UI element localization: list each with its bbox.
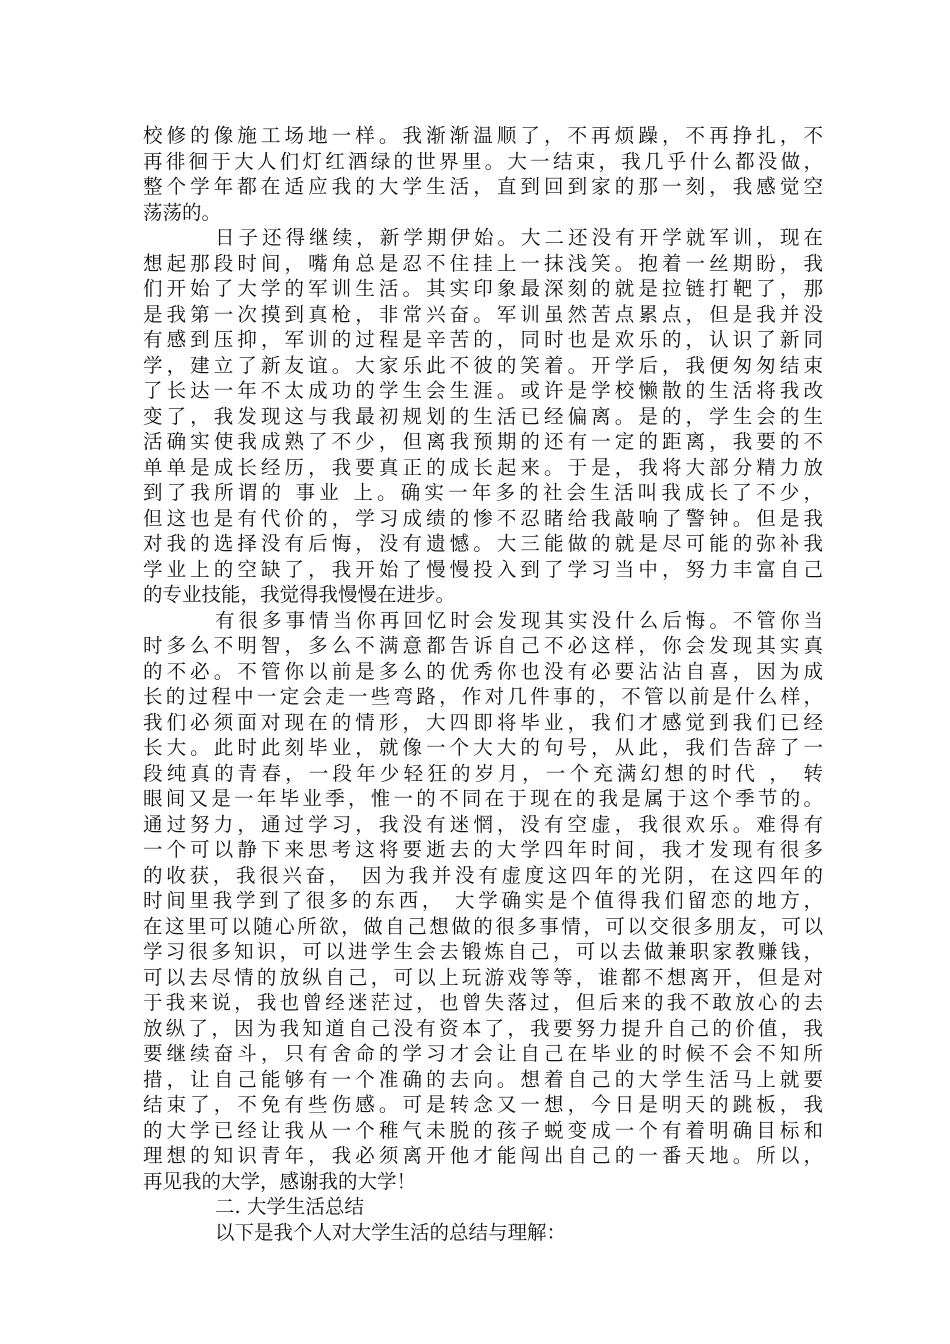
text-line: 变了，我发现这与我最初规划的生活已经偏离。是的，学生会的生 — [143, 404, 823, 428]
text-line: 放纵了，因为我知道自己没有资本了，我要努力提升自己的价值，我 — [143, 1016, 823, 1040]
text-line: 长大。此时此刻毕业，就像一个大大的句号，从此，我们告辞了一 — [143, 736, 823, 759]
paragraph — [143, 225, 823, 608]
text-line: 可以去尽情的放纵自己，可以上玩游戏等等，谁都不想离开，但是对 — [143, 965, 823, 989]
text-line: 整个学年都在适应我的大学生活，直到回到家的那一刻，我感觉空 — [143, 175, 823, 198]
text-line: 日子还得继续，新学期伊始。大二还没有开学就军训，现在 — [215, 226, 823, 249]
text-line: 一个可以静下来思考这将要逝去的大学四年时间，我才发现有很多 — [143, 838, 823, 861]
text-line: 要继续奋斗，只有舍命的学习才会让自己在毕业的时候不会不知所 — [143, 1042, 823, 1065]
text-line: 再徘徊于大人们灯红酒绿的世界里。大一结束，我几乎什么都没做， — [143, 149, 823, 173]
text-line: 校修的像施工场地一样。我渐渐温顺了，不再烦躁，不再挣扎，不 — [143, 124, 823, 147]
text-line: 学业上的空缺了，我开始了慢慢投入到了学习当中，努力丰富自己 — [143, 557, 823, 581]
section-heading — [143, 1194, 823, 1220]
text-line: 于我来说，我也曾经迷茫过，也曾失落过，但后来的我不敢放心的去 — [143, 991, 823, 1014]
text-line: 时间里我学到了很多的东西， 大学确实是个值得我们留恋的地方， — [143, 889, 823, 912]
text-line: 有感到压抑，军训的过程是辛苦的，同时也是欢乐的，认识了新同 — [143, 328, 823, 351]
text-line: 有很多事情当你再回忆时会发现其实没什么后悔。不管你当 — [215, 608, 823, 632]
text-line: 长的过程中一定会走一些弯路，作对几件事的，不管以前是什么样， — [143, 685, 823, 708]
text-line: 通过努力，通过学习，我没有迷惘，没有空虚，我很欢乐。难得有 — [143, 812, 823, 836]
text-line: 活确实使我成熟了不少，但离我预期的还有一定的距离，我要的不 — [143, 430, 823, 453]
text-line: 的收获，我很兴奋， 因为我并没有虚度这四年的光阴，在这四年的 — [143, 863, 823, 887]
text-line: 学习很多知识，可以进学生会去锻炼自己，可以去做兼职家教赚钱， — [143, 940, 823, 963]
document-body — [143, 123, 823, 1245]
text-line: 单单是成长经历，我要真正的成长起来。于是，我将大部分精力放 — [143, 455, 823, 479]
text-line: 段纯真的青春，一段年少轻狂的岁月，一个充满幻想的时代 ， 转 — [143, 761, 823, 785]
text-line: 结束了，不免有些伤感。可是转念又一想，今日是明天的跳板，我 — [143, 1093, 823, 1116]
paragraph — [143, 608, 823, 1195]
text-line: 时多么不明智，多么不满意都告诉自己不必这样，你会发现其实真 — [143, 634, 823, 657]
text-line: 二. 大学生活总结 — [215, 1195, 364, 1218]
text-line: 的专业技能，我觉得我慢慢在进步。 — [143, 583, 456, 606]
text-line: 荡荡的。 — [143, 200, 222, 224]
text-line: 理想的知识青年，我必须离开他才能闯出自己的一番天地。所以， — [143, 1144, 823, 1167]
text-line: 到了我所谓的 事业 上。确实一年多的社会生活叫我成长了不少， — [143, 481, 823, 504]
text-line: 们开始了大学的军训生活。其实印象最深刻的就是拉链打靶了，那 — [143, 277, 823, 300]
text-line: 是我第一次摸到真枪，非常兴奋。军训虽然苦点累点，但是我并没 — [143, 302, 823, 326]
text-line: 措，让自己能够有一个准确的去向。想着自己的大学生活马上就要 — [143, 1067, 823, 1091]
text-line: 再见我的大学，感谢我的大学！ — [143, 1169, 417, 1193]
text-line: 我们必须面对现在的情形，大四即将毕业，我们才感觉到我们已经 — [143, 710, 823, 734]
text-line: 了长达一年不太成功的学生会生涯。或许是学校懒散的生活将我改 — [143, 379, 823, 402]
text-line: 学，建立了新友谊。大家乐此不彼的笑着。开学后，我便匆匆结束 — [143, 353, 823, 377]
text-line: 想起那段时间，嘴角总是忍不住挂上一抹浅笑。抱着一丝期盼，我 — [143, 251, 823, 275]
text-line: 对我的选择没有后悔，没有遗憾。大三能做的就是尽可能的弥补我 — [143, 532, 823, 555]
text-line: 以下是我个人对大学生活的总结与理解： — [215, 1220, 567, 1244]
text-line: 在这里可以随心所欲，做自己想做的很多事情，可以交很多朋友，可以 — [143, 914, 823, 938]
text-line: 的大学已经让我从一个稚气未脱的孩子蜕变成一个有着明确目标和 — [143, 1118, 823, 1142]
text-line: 但这也是有代价的，学习成绩的惨不忍睹给我敲响了警钟。但是我 — [143, 506, 823, 530]
text-line: 的不必。不管你以前是多么的优秀你也没有必要沾沾自喜，因为成 — [143, 659, 823, 683]
text-line: 眼间又是一年毕业季，惟一的不同在于现在的我是属于这个季节的。 — [143, 787, 823, 810]
paragraph — [143, 1220, 823, 1246]
paragraph — [143, 123, 823, 225]
